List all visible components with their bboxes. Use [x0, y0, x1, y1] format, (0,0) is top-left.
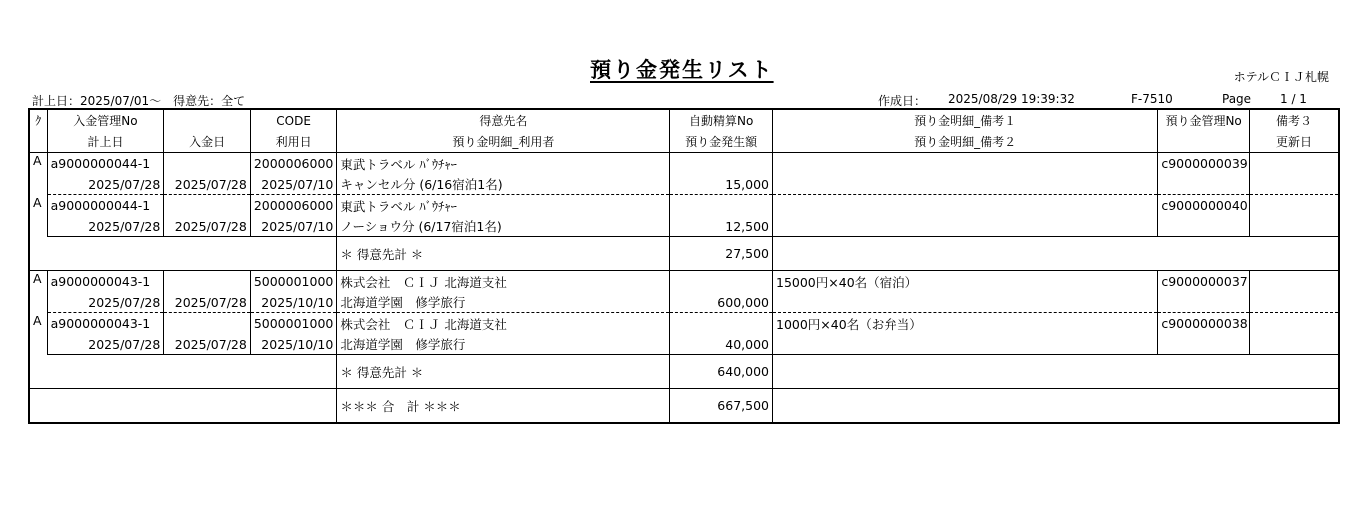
auto-no-cell [670, 153, 773, 175]
pay-date-cell: 2025/07/28 [164, 334, 251, 355]
subtotal-row [29, 237, 1339, 271]
use-date-cell: 2025/10/10 [250, 334, 337, 355]
blank-cell [1158, 292, 1250, 313]
col-mgmt-no: 入金管理No [47, 109, 164, 131]
blank-cell [164, 313, 251, 335]
amount-cell: 600,000 [670, 292, 773, 313]
auto-no-cell [670, 313, 773, 335]
col-kind: ｸ [29, 109, 47, 131]
use-date-cell: 2025/07/10 [250, 174, 337, 195]
kind-cell: A [29, 271, 47, 313]
pay-date-cell: 2025/07/28 [164, 174, 251, 195]
col-customer: 得意先名 [337, 109, 670, 131]
subtotal-blank [29, 237, 337, 271]
subtotal-amount: 27,500 [670, 237, 773, 271]
amount-cell: 40,000 [670, 334, 773, 355]
pay-date-cell: 2025/07/28 [164, 216, 251, 237]
auto-no-cell [670, 271, 773, 293]
total-blank-right [773, 389, 1340, 424]
table-row [29, 174, 1339, 195]
use-date-cell: 2025/10/10 [250, 292, 337, 313]
table-row [29, 195, 1339, 217]
mgmt-no-cell: a9000000043-1 [47, 313, 164, 335]
table-row [29, 153, 1339, 175]
blank-cell [1158, 334, 1250, 355]
user-cell: 北海道学園 修学旅行 [337, 292, 670, 313]
form-code: F-7510 [1131, 92, 1173, 106]
note3-cell [1249, 313, 1339, 335]
col-note3: 備考３ [1249, 109, 1339, 131]
note3-cell [1249, 195, 1339, 217]
col-code: CODE [250, 109, 337, 131]
note2-cell [773, 216, 1158, 237]
blank-cell [1158, 174, 1250, 195]
user-cell: ノーショウ分 (6/17宿泊1名) [337, 216, 670, 237]
table-row [29, 216, 1339, 237]
note3-cell [1249, 153, 1339, 175]
mgmt-no-cell: a9000000044-1 [47, 195, 164, 217]
post-date-cell: 2025/07/28 [47, 292, 164, 313]
col-pay-date: 入金日 [164, 131, 251, 153]
report-title: 預り金発生リスト [590, 58, 774, 82]
mgmt-no-cell: a9000000044-1 [47, 153, 164, 175]
note2-cell [773, 174, 1158, 195]
created-value: 2025/08/29 19:39:32 [948, 92, 1075, 106]
blank-cell [164, 195, 251, 217]
page-label: Page [1222, 92, 1252, 106]
col-auto-no: 自動精算No [670, 109, 773, 131]
subtotal-label: ＊ 得意先計 ＊ [337, 237, 670, 271]
kind-cell: A [29, 313, 47, 355]
col-dep-no: 預り金管理No [1158, 109, 1250, 131]
total-amount: 667,500 [670, 389, 773, 424]
customer-cell: 東武トラベル ﾊﾞｳﾁｬｰ [337, 195, 670, 217]
col-use-date: 利用日 [250, 131, 337, 153]
subtotal-row [29, 355, 1339, 389]
table-row [29, 292, 1339, 313]
dep-no-cell: c9000000037 [1158, 271, 1250, 293]
total-row [29, 389, 1339, 424]
subtotal-label: ＊ 得意先計 ＊ [337, 355, 670, 389]
header-row-1 [29, 109, 1339, 131]
customer-cell: 株式会社 ＣＩＪ 北海道支社 [337, 271, 670, 293]
user-cell: 北海道学園 修学旅行 [337, 334, 670, 355]
updated-cell [1249, 292, 1339, 313]
customer-cell: 東武トラベル ﾊﾞｳﾁｬｰ [337, 153, 670, 175]
auto-no-cell [670, 195, 773, 217]
kind-cell: A [29, 195, 47, 237]
note1-cell [773, 153, 1158, 175]
note3-cell [1249, 271, 1339, 293]
note1-cell [773, 195, 1158, 217]
deposit-table [28, 108, 1340, 424]
use-date-cell: 2025/07/10 [250, 216, 337, 237]
updated-cell [1249, 216, 1339, 237]
amount-cell: 12,500 [670, 216, 773, 237]
table-row [29, 334, 1339, 355]
subtotal-blank [29, 355, 337, 389]
col-blank [164, 109, 251, 131]
note2-cell [773, 334, 1158, 355]
pay-date-cell: 2025/07/28 [164, 292, 251, 313]
table-row [29, 271, 1339, 293]
hotel-name: ホテルＣＩＪ札幌 [1233, 70, 1329, 84]
note2-cell [773, 292, 1158, 313]
col-post-date: 計上日 [47, 131, 164, 153]
col-amount: 預り金発生額 [670, 131, 773, 153]
note1-cell: 1000円×40名（お弁当） [773, 313, 1158, 335]
post-date-cell: 2025/07/28 [47, 216, 164, 237]
col-note1: 預り金明細_備考１ [773, 109, 1158, 131]
col-dep-no-2 [1158, 131, 1250, 153]
blank-cell [164, 153, 251, 175]
amount-cell: 15,000 [670, 174, 773, 195]
subtotal-blank-right [773, 237, 1340, 271]
col-user: 預り金明細_利用者 [337, 131, 670, 153]
subtotal-amount: 640,000 [670, 355, 773, 389]
page-number: 1 / 1 [1280, 92, 1307, 106]
col-kind-2 [29, 131, 47, 153]
table-row [29, 313, 1339, 335]
criteria: 計上日：2025/07/01～ 得意先：全て [32, 94, 246, 108]
mgmt-no-cell: a9000000043-1 [47, 271, 164, 293]
created-label: 作成日： [878, 94, 927, 108]
subtotal-blank-right [773, 355, 1340, 389]
post-date-cell: 2025/07/28 [47, 174, 164, 195]
updated-cell [1249, 334, 1339, 355]
code-cell: 2000006000 [250, 153, 337, 175]
code-cell: 5000001000 [250, 313, 337, 335]
blank-cell [164, 271, 251, 293]
col-note2: 預り金明細_備考２ [773, 131, 1158, 153]
code-cell: 5000001000 [250, 271, 337, 293]
customer-cell: 株式会社 ＣＩＪ 北海道支社 [337, 313, 670, 335]
blank-cell [1158, 216, 1250, 237]
dep-no-cell: c9000000039 [1158, 153, 1250, 175]
col-updated: 更新日 [1249, 131, 1339, 153]
dep-no-cell: c9000000038 [1158, 313, 1250, 335]
code-cell: 2000006000 [250, 195, 337, 217]
header-row-2 [29, 131, 1339, 153]
total-label: ＊＊＊ 合 計 ＊＊＊ [337, 389, 670, 424]
note1-cell: 15000円×40名（宿泊） [773, 271, 1158, 293]
updated-cell [1249, 174, 1339, 195]
post-date-cell: 2025/07/28 [47, 334, 164, 355]
dep-no-cell: c9000000040 [1158, 195, 1250, 217]
total-blank [29, 389, 337, 424]
kind-cell: A [29, 153, 47, 195]
user-cell: キャンセル分 (6/16宿泊1名) [337, 174, 670, 195]
